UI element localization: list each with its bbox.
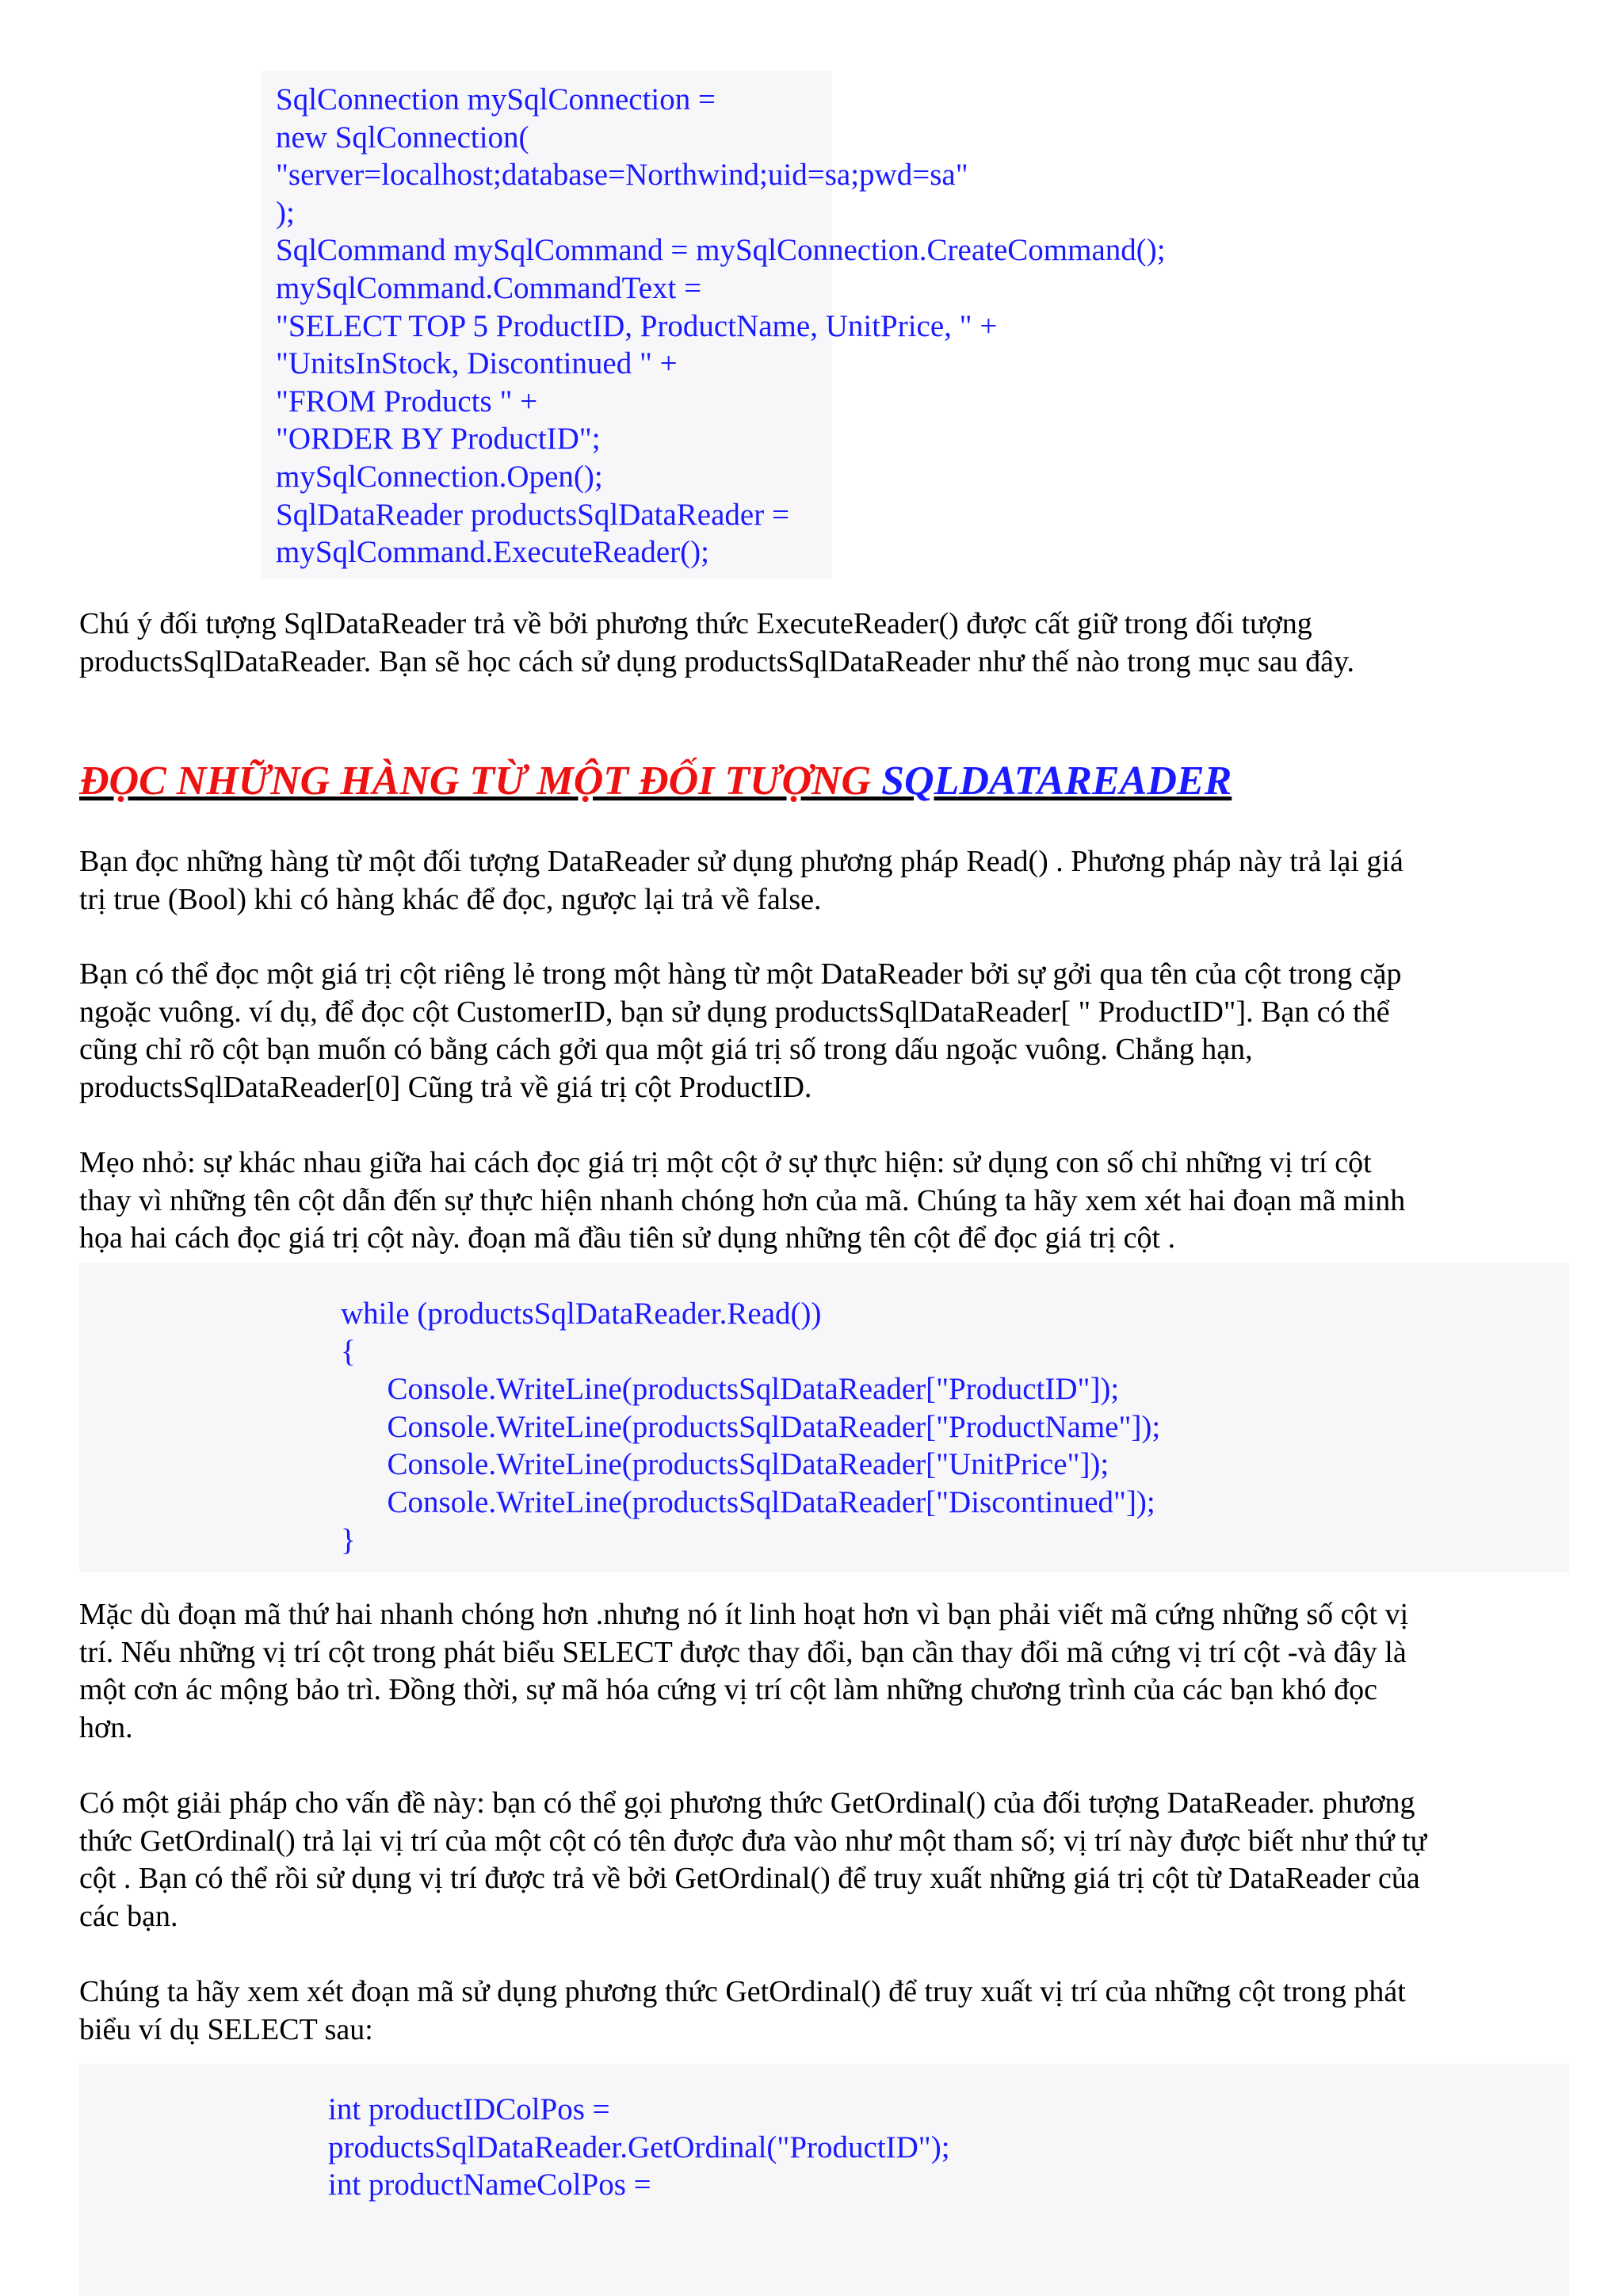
section-heading [79,758,1232,805]
text-line: một cơn ác mộng bảo trì. Đồng thời, sự mã hóa cứng vị trí cột làm những chương trình của các bạn khó đọc [79,1673,1378,1706]
paragraph-column-access [79,956,1569,1106]
paragraph-getordinal-example [79,1973,1569,2049]
text-line: cột . Bạn có thể rồi sử dụng vị trí được trả về bởi GetOrdinal() để truy xuất những giá trị cột từ DataReader của [79,1862,1420,1895]
paragraph-getordinal [79,1785,1569,1935]
text-line: thay vì những tên cột dẫn đến sự thực hiện nhanh chóng hơn của mã. Chúng ta hãy xem xét hai đoạn mã minh [79,1183,1406,1217]
text-line: ngoặc vuông. ví dụ, để đọc cột CustomerID, bạn sử dụng productsSqlDataReader[ " ProductID"]. Bạn có thể [79,995,1390,1029]
text-line: hơn. [79,1710,133,1744]
code-line: mySqlCommand.ExecuteReader(); [276,535,709,570]
code-block-connection [276,81,1166,571]
code-line: Console.WriteLine(productsSqlDataReader["Discontinued"]); [341,1484,1155,1519]
paragraph-tip [79,1144,1569,1258]
heading-text-blue: SQLDATAREADER [881,758,1232,804]
code-line: mySqlCommand.CommandText = [276,270,702,305]
code-line: while (productsSqlDataReader.Read()) [341,1297,822,1331]
text-line: Bạn đọc những hàng từ một đối tượng DataReader sử dụng phương pháp Read() . Phương pháp này trả lại giá [79,845,1403,878]
code-block-read-loop [341,1295,1160,1559]
code-line: Console.WriteLine(productsSqlDataReader["ProductID"]); [341,1372,1120,1407]
code-line: "server=localhost;database=Northwind;uid=sa;pwd=sa" [276,158,968,193]
code-line: new SqlConnection( [276,120,529,155]
paragraph-read-method [79,843,1569,919]
code-line: Console.WriteLine(productsSqlDataReader["ProductName"]); [341,1409,1161,1444]
code-line: { [341,1334,356,1369]
text-line: họa hai cách đọc giá trị cột này. đoạn mã đầu tiên sử dụng những tên cột để đọc giá trị cột . [79,1221,1176,1255]
text-line: trị true (Bool) khi có hàng khác để đọc, ngược lại trả về false. [79,882,822,916]
text-line: thức GetOrdinal() trả lại vị trí của một cột có tên được đưa vào như một tham số; vị trí này được biết như thứ tự [79,1824,1427,1858]
code-line: "FROM Products " + [276,384,538,418]
text-line: Có một giải pháp cho vấn đề này: bạn có thể gọi phương thức GetOrdinal() của đối tượng DataReader. phương [79,1786,1415,1820]
code-line: int productNameColPos = [328,2168,651,2202]
text-line: productsSqlDataReader[0] Cũng trả về giá trị cột ProductID. [79,1070,812,1104]
code-line: productsSqlDataReader.GetOrdinal("ProductID"); [328,2130,950,2164]
text-line: productsSqlDataReader. Bạn sẽ học cách sử dụng productsSqlDataReader như thế nào trong mục sau đây. [79,644,1354,678]
text-line: cũng chỉ rõ cột bạn muốn có bằng cách gởi qua một giá trị số trong dấu ngoặc vuông. Chẳng hạn, [79,1033,1253,1066]
text-line: Mẹo nhỏ: sự khác nhau giữa hai cách đọc giá trị một cột ở sự thực hiện: sử dụng con số chỉ những vị trí cột [79,1146,1372,1179]
heading-text-red: ĐỌC NHỮNG HÀNG TỪ MỘT ĐỐI TƯỢNG [79,758,882,804]
text-line: Bạn có thể đọc một giá trị cột riêng lẻ trong một hàng từ một DataReader bởi sự gởi qua tên của cột trong cặp [79,957,1402,991]
code-block-getordinal [328,2091,950,2204]
text-line: các bạn. [79,1899,178,1933]
code-line: } [341,1522,356,1557]
text-line: Mặc dù đoạn mã thứ hai nhanh chóng hơn .nhưng nó ít linh hoạt hơn vì bạn phải viết mã cứng những số cột vị [79,1598,1409,1631]
code-line: SqlDataReader productsSqlDataReader = [276,497,789,532]
code-line: mySqlConnection.Open(); [276,459,603,494]
text-line: Chú ý đối tượng SqlDataReader trả về bởi phương thức ExecuteReader() được cất giữ trong đối tượng [79,607,1312,640]
text-line: Chúng ta hãy xem xét đoạn mã sử dụng phương thức GetOrdinal() để truy xuất vị trí của những cột trong phát [79,1975,1406,2008]
code-line: "ORDER BY ProductID"; [276,422,601,457]
code-line: ); [276,195,295,230]
paragraph-hardcode-note [79,1596,1569,1747]
code-line: "UnitsInStock, Discontinued " + [276,346,678,381]
text-line: biểu ví dụ SELECT sau: [79,2012,373,2046]
code-line: SqlConnection mySqlConnection = [276,82,716,117]
text-line: trí. Nếu những vị trí cột trong phát biểu SELECT được thay đổi, bạn cần thay đổi mã cứng vị trí cột -và đây là [79,1635,1407,1669]
code-line: "SELECT TOP 5 ProductID, ProductName, UnitPrice, " + [276,308,998,343]
code-line: SqlCommand mySqlCommand = mySqlConnection.CreateCommand(); [276,233,1166,268]
code-line: Console.WriteLine(productsSqlDataReader["UnitPrice"]); [341,1447,1109,1482]
code-line: int productIDColPos = [328,2092,610,2126]
paragraph-note-reader [79,606,1569,681]
